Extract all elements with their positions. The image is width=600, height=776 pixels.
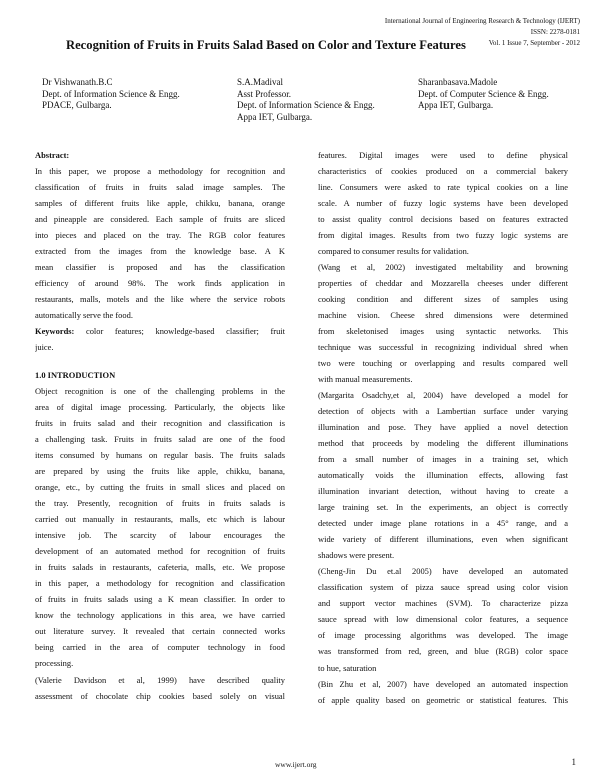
author-name: S.A.Madival [237, 77, 283, 87]
text-line [318, 259, 568, 275]
text-line [35, 511, 285, 527]
line-text: mean classifier is proposed and has the classification [35, 262, 285, 273]
text-line [318, 355, 568, 371]
line-text: to hue, saturation [318, 662, 377, 673]
line-text: with manual measurements. [318, 374, 413, 385]
line-text: (Wang et al, 2002) investigated meltability and browning [318, 262, 568, 273]
text-line [318, 163, 568, 179]
text-line [35, 591, 285, 607]
line-text: to assist quality control decisions based on features extracted [318, 214, 568, 225]
text-line [35, 179, 285, 195]
author-affiliation: PDACE, Gulbarga. [42, 100, 112, 110]
text-line [35, 527, 285, 543]
line-text: Object recognition is one of the challenging problems in the [35, 386, 285, 397]
right-column [318, 147, 568, 708]
line-text: of apple quality based on geometric or statistical features. This [318, 694, 568, 705]
text-line [318, 179, 568, 195]
paper-title: Recognition of Fruits in Fruits Salad Based on Color and Texture Features [66, 38, 466, 52]
line-text: characteristics of cookies produced on a commercial bakery [318, 166, 568, 177]
bold-heading: 1.0 INTRODUCTION [35, 370, 116, 381]
line-text: automatically voids the illumination effects, allowing fast [318, 470, 568, 481]
bold-heading: Abstract: [35, 150, 70, 160]
line-text: (Margarita Osadchy,et al, 2004) have developed a model for [318, 390, 568, 401]
text-line [318, 227, 568, 243]
text-line [318, 339, 568, 355]
line-text: out literature survey. It revealed that certain connected works [35, 626, 285, 637]
line-text: color features; knowledge-based classifier; fruit [74, 326, 285, 337]
text-line [318, 435, 568, 451]
line-text: fruits in fruits salad and their recognition and classification is [35, 418, 285, 429]
footer-url[interactable]: www.ijert.org [275, 760, 317, 769]
text-line [318, 627, 568, 643]
text-line [35, 275, 285, 291]
text-line [35, 291, 285, 307]
line-text: classification of fruits in fruits salad image samples. The [35, 182, 285, 193]
line-text: in this paper, a methodology for recognition and classification [35, 578, 285, 589]
text-line [318, 147, 568, 163]
line-text: carried out manually in restaurants, malls, etc which is labour [35, 514, 285, 525]
author-affiliation: Dept. of Information Science & Engg. [237, 100, 375, 110]
text-line [35, 495, 285, 511]
line-text: was transformed from red, green, and blue (RGB) color space [318, 646, 568, 657]
author-affiliation: Asst Professor. [237, 88, 292, 99]
text-line [318, 595, 568, 611]
line-text: from digital images. Results from two fuzzy logic systems are [318, 230, 568, 241]
text-line [35, 147, 285, 163]
journal-issue: Vol. 1 Issue 7, September - 2012 [488, 39, 580, 47]
author-affiliation: Dept. of Information Science & Engg. [42, 88, 180, 99]
journal-issn: ISSN: 2278-0181 [530, 28, 580, 36]
text-line [35, 323, 285, 339]
line-text: (Bin Zhu et al, 2007) have developed an automated inspection [318, 678, 568, 689]
text-line [318, 195, 568, 211]
text-line [318, 291, 568, 307]
line-text: scale. A number of fuzzy logic systems have been developed [318, 198, 568, 209]
text-line [318, 483, 568, 499]
line-text: features. Digital images were used to define physical [318, 150, 568, 160]
line-text: technique was successful in recognizing individual shred when [318, 342, 568, 353]
line-text: items consumed by humans on regular basis. The fruits salads [35, 450, 285, 461]
line-text: sauce spread with low dimensional color features, a sequence [318, 614, 568, 625]
line-text: from a small number of images in a training set, which [318, 454, 568, 465]
line-text: the tray. Presently, recognition of fruits in fruits salads is [35, 498, 285, 509]
text-line [318, 419, 568, 435]
line-text: into pieces and placed on the tray. The RGB color features [35, 230, 285, 241]
text-line [318, 611, 568, 627]
text-line [318, 660, 568, 676]
line-text: large training set. In the experiments, an object is correctly [318, 502, 568, 513]
text-line [318, 451, 568, 467]
text-line [35, 399, 285, 415]
text-line [35, 211, 285, 227]
line-text: know the technology applications in this area, we have carried [35, 610, 285, 621]
line-text: detected under image plane rotations in a 45° range, and a [318, 518, 568, 529]
text-line [35, 607, 285, 623]
text-line [35, 559, 285, 575]
text-line [318, 531, 568, 547]
text-line [35, 639, 285, 655]
author-affiliation: Dept. of Computer Science & Engg. [418, 88, 549, 99]
text-line [318, 323, 568, 339]
line-text: development of an automated method for recognition of fruits [35, 546, 285, 557]
text-line [318, 403, 568, 419]
line-text: from skeletonised images using syntactic networks. This [318, 326, 568, 337]
line-text: wide variety of different illuminations, even when significant [318, 534, 568, 545]
line-text: properties of cheddar and Mozzarella cheeses under different [318, 278, 568, 289]
text-line [318, 563, 568, 579]
author-affiliation: Appa IET, Gulbarga. [237, 111, 313, 122]
bold-heading: Keywords: [35, 326, 75, 337]
text-line [35, 195, 285, 211]
line-text: (Cheng-Jin Du et.al 2005) have developed an automated [318, 566, 568, 577]
line-text: two were touching or overlapping and results compared well [318, 358, 568, 369]
line-text: being carried in the area of computer technology in food [35, 642, 285, 653]
line-text: illumination and pose. They have applied a novel detection [318, 422, 568, 433]
text-line [35, 259, 285, 275]
line-text: samples of different fruits like apple, chikku, banana, orange [35, 198, 285, 209]
text-line [35, 227, 285, 243]
line-text: efficiency of around 98%. The work finds application in [35, 278, 285, 289]
line-text: automatically serve the food. [35, 310, 133, 321]
line-text: detection of objects with a Lambertian surface under varying [318, 406, 568, 417]
text-line [318, 643, 568, 659]
text-line [35, 575, 285, 591]
line-text: extracted from the images from the knowledge base. A K [35, 246, 285, 257]
line-text: intensive job. The scarcity of labour encourages the [35, 530, 285, 541]
line-text: illumination invariant detection, without having to create a [318, 486, 568, 497]
author-affiliation: Appa IET, Gulbarga. [418, 100, 494, 110]
text-line [35, 163, 285, 179]
author-1 [42, 77, 180, 112]
journal-name: International Journal of Engineering Research & Technology (IJERT) [384, 17, 580, 25]
text-line [35, 383, 285, 399]
line-text: method that proceeds by modeling the different illuminations [318, 438, 568, 449]
text-line [318, 211, 568, 227]
line-text: juice. [35, 342, 54, 353]
text-line [318, 243, 568, 259]
text-line [35, 543, 285, 559]
author-2 [237, 77, 375, 123]
text-line [35, 415, 285, 431]
text-line [35, 431, 285, 447]
line-text: machine vision. Cheese shred dimensions were determined [318, 310, 568, 321]
text-line [35, 672, 285, 688]
line-text: compared to consumer results for validation. [318, 246, 469, 257]
line-text: of fruits in fruits salads using a K mean classifier. In order to [35, 594, 285, 605]
text-line [35, 307, 285, 323]
text-line [318, 499, 568, 515]
text-line [318, 387, 568, 403]
text-line [318, 692, 568, 708]
text-line [318, 371, 568, 387]
line-text: of image processing algorithms was developed. The image [318, 630, 568, 641]
text-line [35, 463, 285, 479]
left-column [35, 147, 285, 704]
text-line [318, 547, 568, 563]
line-text: line. Consumers were asked to rate typical cookies on a line [318, 182, 568, 193]
line-text: classification system of pizza sauce spread using color vision [318, 582, 568, 593]
line-text: cooking condition and different sizes of samples using [318, 294, 568, 305]
text-line [35, 367, 285, 383]
text-line [35, 479, 285, 495]
author-name: Dr Vishwanath.B.C [42, 77, 113, 87]
page-number: 1 [571, 757, 576, 767]
line-text: assessment of chocolate chip cookies based solely on visual [35, 690, 285, 701]
line-text: restaurants, malls, motels and the like where the service robots [35, 294, 285, 305]
author-name: Sharanbasava.Madole [418, 77, 498, 87]
line-text: a challenging task. Fruits in fruits salad are one of the food [35, 434, 285, 445]
author-3 [418, 77, 549, 112]
text-line [35, 623, 285, 639]
text-line [318, 467, 568, 483]
text-line [35, 688, 285, 704]
line-text: and support vector machines (SVM). To characterize pizza [318, 598, 568, 609]
line-text: in fruits salads in restaurants, cafeteria, malls, etc. We propose [35, 562, 285, 573]
line-text: and pineapple are considered. Each sample of fruits are sliced [35, 214, 285, 225]
text-line [318, 307, 568, 323]
text-line [318, 579, 568, 595]
text-line [318, 275, 568, 291]
text-line [35, 339, 285, 355]
text-line [35, 447, 285, 463]
line-text: orange, etc., by cutting the fruits in small slices and placed on [35, 482, 285, 493]
line-text: In this paper, we propose a methodology for recognition and [35, 166, 285, 177]
line-text: processing. [35, 658, 74, 669]
line-text: area of digital image processing. Particularly, the objects like [35, 402, 285, 413]
line-text: (Valerie Davidson et al, 1999) have described quality [35, 674, 285, 685]
text-line [318, 515, 568, 531]
line-text: are prepared by using the fruits like apple, chikku, banana, [35, 466, 285, 477]
text-line [35, 243, 285, 259]
text-line [35, 355, 285, 367]
line-text: shadows were present. [318, 550, 395, 561]
text-line [35, 655, 285, 671]
text-line [318, 676, 568, 692]
